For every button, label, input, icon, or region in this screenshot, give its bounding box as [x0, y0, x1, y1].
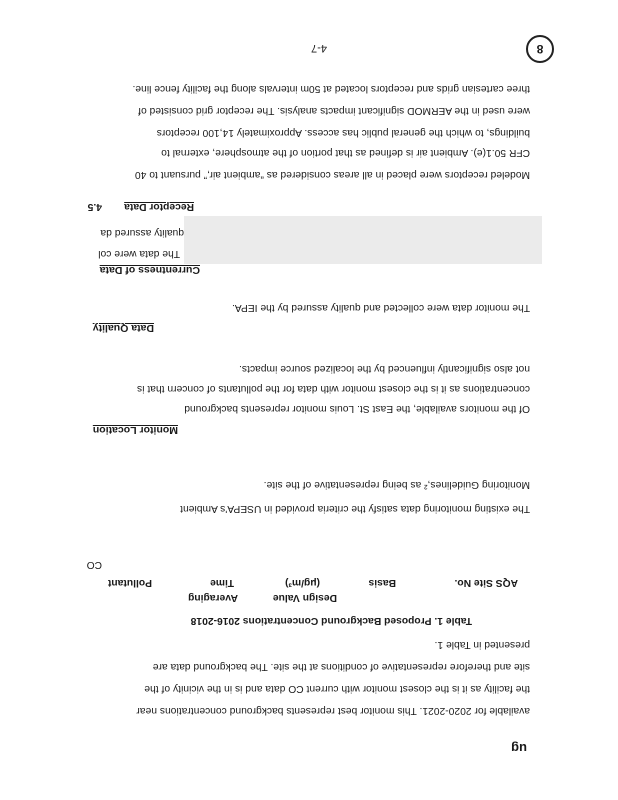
- header-pollutant: Pollutant: [107, 577, 152, 588]
- header-design-top: Design Value: [272, 592, 337, 603]
- data-quality-line-1: The monitor data were collected and quality assured by the IEPA.: [231, 302, 530, 313]
- receptor-line-2: CFR 50.1(e). Ambient air is defined as that portion of the atmosphere, external to: [161, 147, 530, 158]
- receptor-line-1: Modeled receptors were placed in all areas considered as “ambient air,” pursuant to 40: [134, 169, 530, 180]
- receptor-section-number: 4.5: [87, 201, 102, 212]
- currentness-line-1: The data were col: [98, 248, 180, 259]
- header-basis: Basis: [368, 577, 396, 588]
- receptor-line-4: were used in the AERMOD significant impacts analysis. The receptor grid consisted of: [138, 105, 530, 116]
- header-averaging-top: Averaging: [188, 592, 238, 603]
- intro-line-3: site and therefore representative of conditions at the site. The background data are: [152, 661, 530, 672]
- table-row-co: CO: [86, 559, 102, 570]
- header-aqs: AQS Site No.: [454, 577, 518, 588]
- currentness-heading: Currentness of Data: [99, 264, 200, 276]
- intro-line-1: available for 2020-2021. This monitor best represents background concentrations near: [136, 705, 530, 716]
- receptor-line-3: buildings, to which the general public has access. Approximately 14,100 receptors: [156, 127, 530, 138]
- monitor-location-heading: Monitor Location: [92, 424, 178, 436]
- redaction-block: [184, 216, 542, 264]
- data-quality-heading: Data Quality: [92, 322, 154, 334]
- monitoring-line-1: The existing monitoring data satisfy the criteria provided in USEPA's Ambient: [180, 503, 530, 514]
- monitoring-line-2: Monitoring Guidelines,² as being representative of the site.: [263, 479, 530, 490]
- table-caption: Table 1. Proposed Background Concentrations 2016-2018: [190, 615, 472, 626]
- currentness-line-2: quality assured da: [100, 227, 184, 238]
- header-design-unit: (μg/m³): [285, 577, 320, 588]
- receptor-heading: Receptor Data: [124, 201, 194, 212]
- intro-line-4: presented in Table 1.: [434, 639, 530, 650]
- monitor-location-line-3: not also significantly influenced by the localized source impacts.: [239, 363, 530, 374]
- intro-line-2: the facility as it is the closest monitor with current CO data and is in the vicinity of the: [144, 683, 530, 694]
- circled-marker: 8: [526, 35, 554, 63]
- intro-fragment: ug: [511, 741, 527, 756]
- page-number: 4-7: [310, 42, 327, 54]
- monitor-location-line-1: Of the monitors available, the East St. Louis monitor represents background: [184, 403, 530, 414]
- receptor-line-5: three cartesian grids and receptors located at 50m intervals along the facility fence line.: [132, 83, 530, 94]
- monitor-location-line-2: concentrations as it is the closest monitor with data for the pollutants of concern that is: [136, 383, 530, 394]
- header-averaging-bottom: Time: [210, 577, 234, 588]
